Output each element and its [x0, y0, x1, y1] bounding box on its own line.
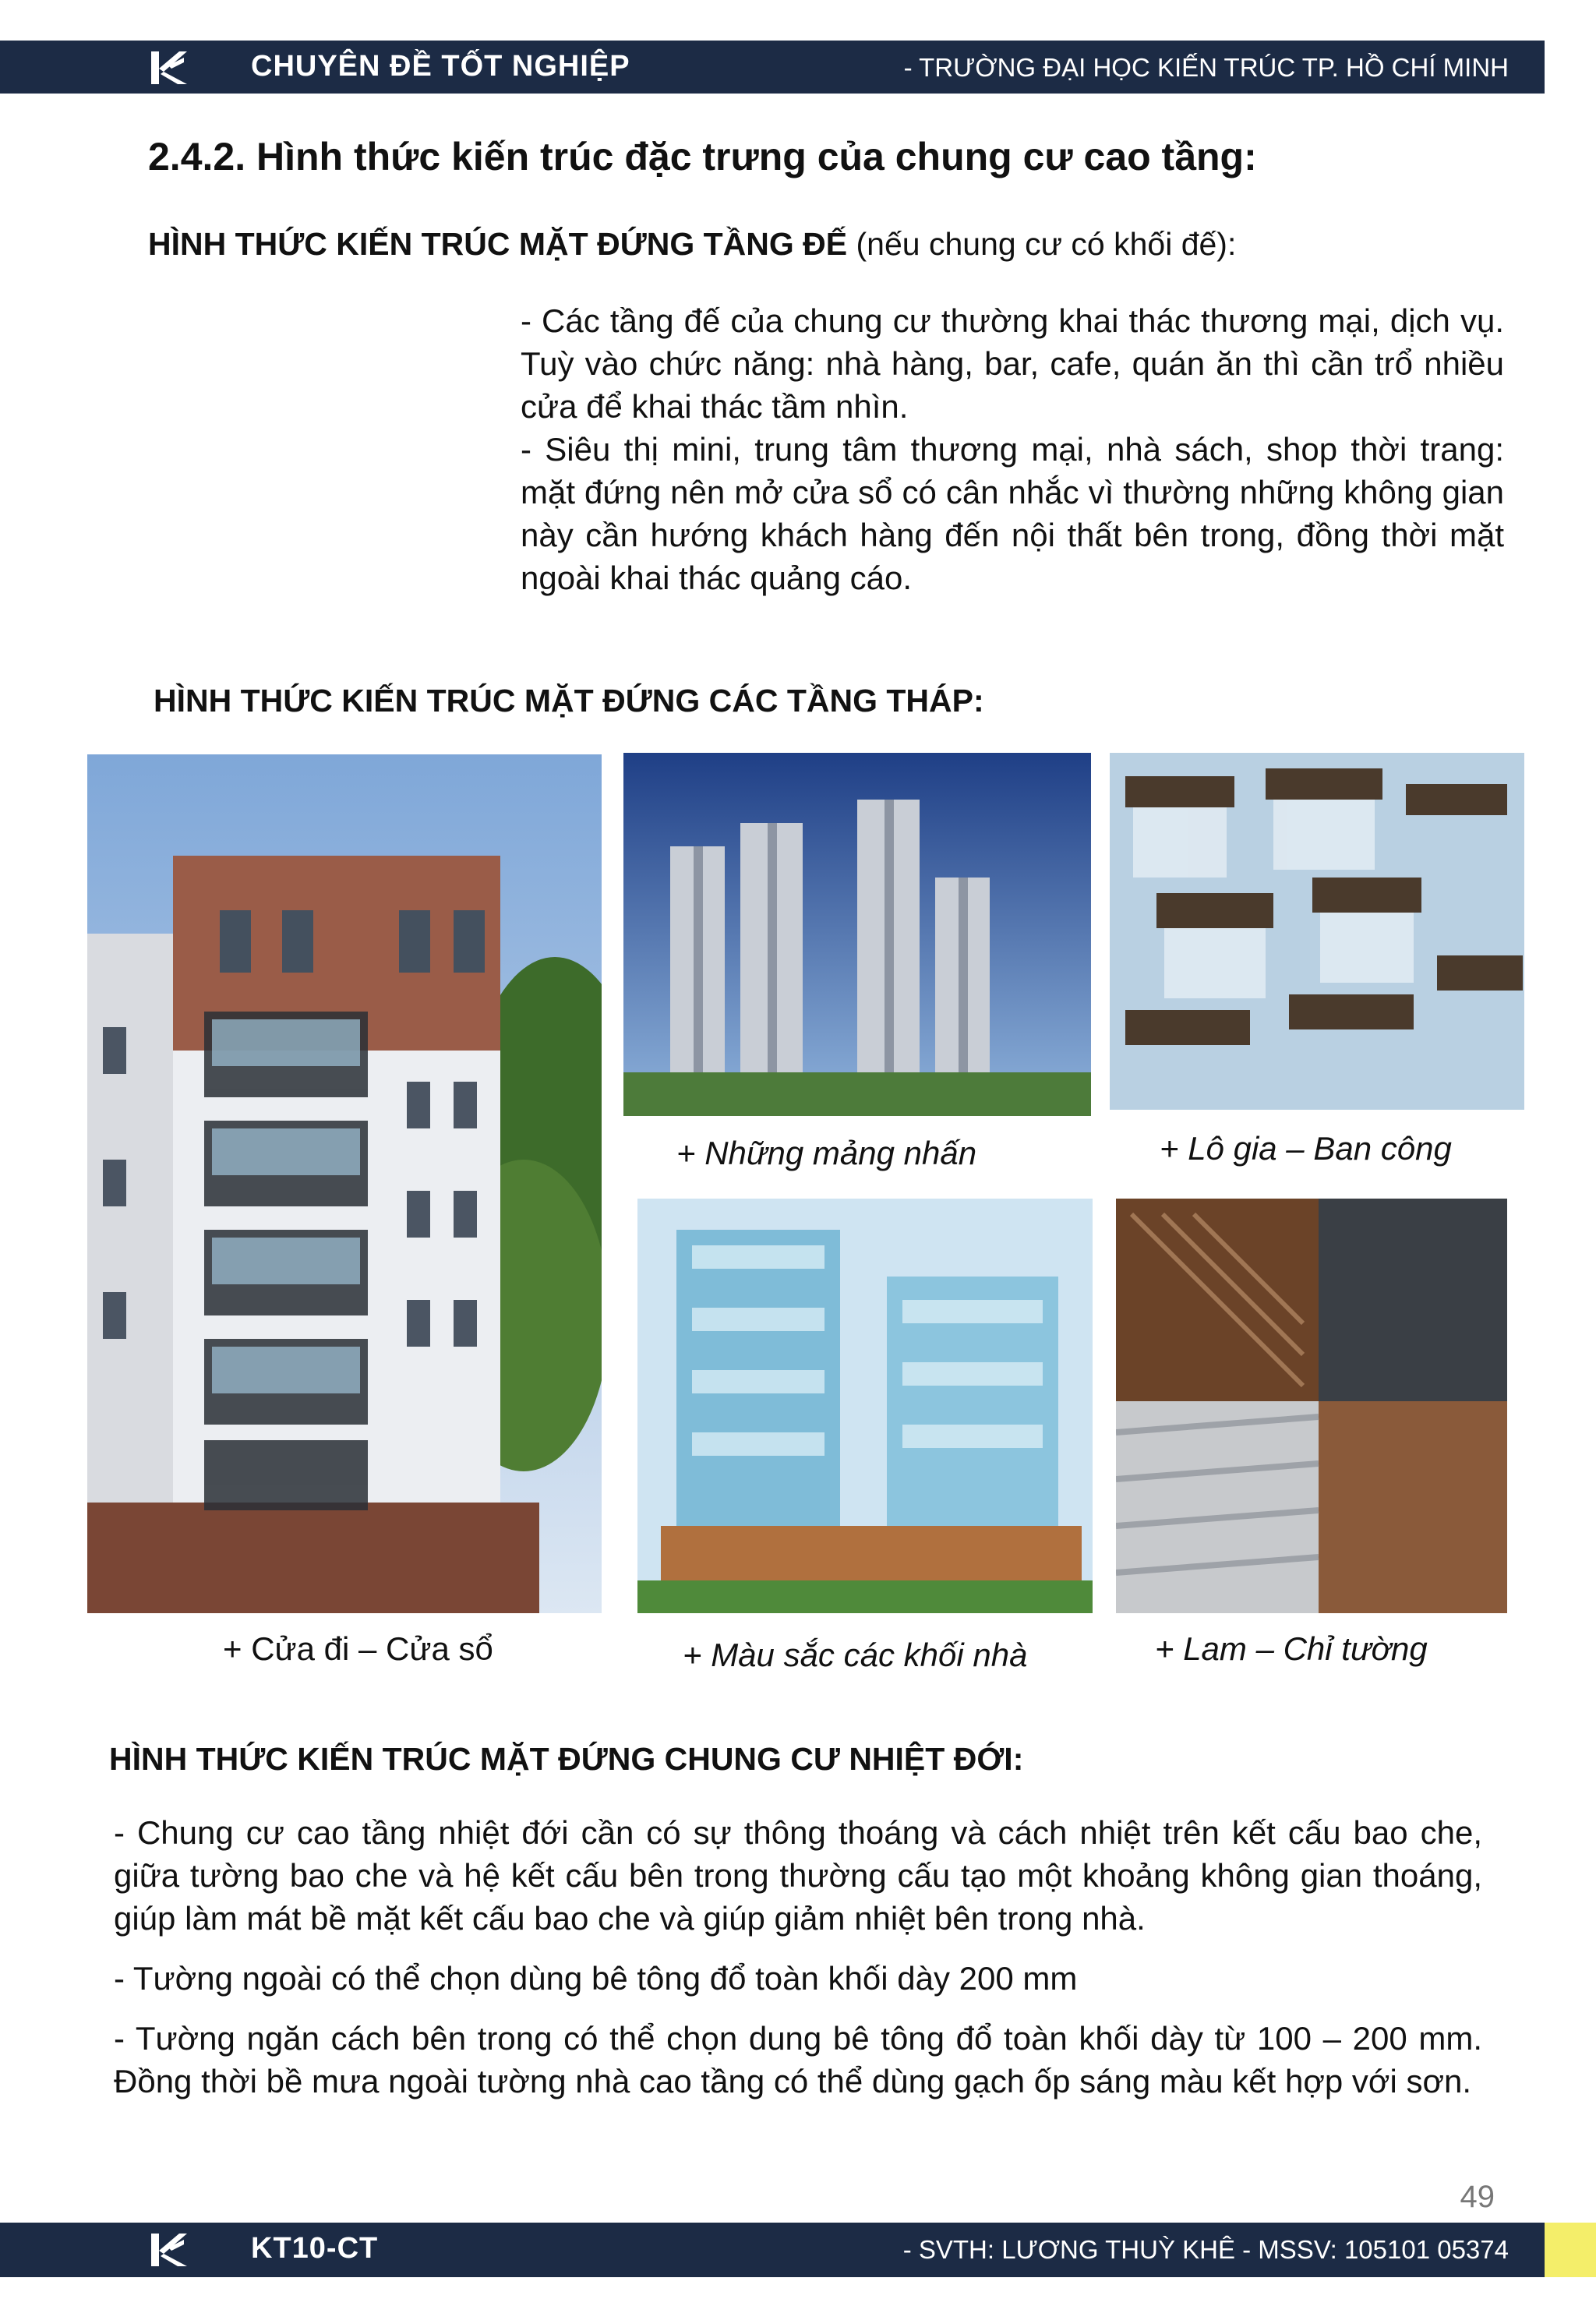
- podium-paragraph-1: - Các tầng đế của chung cư thường khai thác thương mại, dịch vụ. Tuỳ vào chức năng: nhà hàng, bar, cafe, quán ăn thì cần trổ nhiều cửa để khai thác tầm nhìn.: [521, 302, 1504, 425]
- school-logo-icon: [148, 48, 190, 87]
- podium-title: [148, 226, 1236, 263]
- photo-tower-accents: [623, 753, 1091, 1116]
- tropical-paragraph-3: - Tường ngăn cách bên trong có thể chọn dung bê tông đổ toàn khối dày từ 100 – 200 mm. Đồng thời bề mưa ngoài tường nhà cao tầng có thể dùng gạch ốp sáng màu kết hợp với sơn.: [114, 2020, 1482, 2099]
- podium-paragraphs: [521, 299, 1504, 599]
- footer-accent: [1545, 2223, 1596, 2277]
- header-title: CHUYÊN ĐỀ TỐT NGHIỆP: [251, 50, 630, 83]
- podium-title-text: HÌNH THỨC KIẾN TRÚC MẶT ĐỨNG TẦNG ĐẾ: [148, 226, 848, 262]
- header-school: - TRƯỜNG ĐẠI HỌC KIẾN TRÚC TP. HỒ CHÍ MINH: [903, 53, 1509, 82]
- podium-note: (nếu chung cư có khối đế):: [856, 226, 1237, 262]
- caption-louvers: + Lam – Chỉ tường: [1155, 1630, 1428, 1667]
- page-header: [0, 41, 1545, 94]
- tower-title: HÌNH THỨC KIẾN TRÚC MẶT ĐỨNG CÁC TẦNG THÁP:: [154, 683, 984, 719]
- tropical-paragraphs: [114, 1811, 1482, 2120]
- photo-louvers: [1116, 1199, 1507, 1613]
- tropical-title: HÌNH THỨC KIẾN TRÚC MẶT ĐỨNG CHUNG CƯ NHIỆT ĐỚI:: [109, 1741, 1024, 1777]
- tropical-paragraph-1: - Chung cư cao tầng nhiệt đới cần có sự thông thoáng và cách nhiệt trên kết cấu bao che, giữa tường bao che và hệ kết cấu bên trong thường cấu tạo một khoảng không gian thoáng, giúp làm mát bề mặt kết cấu bao che và giúp giảm nhiệt bên trong nhà.: [114, 1814, 1482, 1937]
- podium-paragraph-2: - Siêu thị mini, trung tâm thương mại, nhà sách, shop thời trang: mặt đứng nên mở cửa sổ có cân nhắc vì thường những không gian này cần hướng khách hàng đến nội thất bên trong, đồng thời mặt ngoài khai thác quảng cáo.: [521, 431, 1504, 596]
- photo-block-colors: [637, 1199, 1093, 1613]
- footer-code: KT10-CT: [251, 2232, 379, 2265]
- caption-windows: + Cửa đi – Cửa sổ: [223, 1630, 493, 1667]
- tropical-paragraph-2: - Tường ngoài có thể chọn dùng bê tông đổ toàn khối dày 200 mm: [114, 1960, 1078, 1997]
- photo-corner-building: [87, 754, 602, 1613]
- footer-student: - SVTH: LƯƠNG THUỲ KHÊ - MSSV: 105101 05374: [902, 2235, 1509, 2264]
- caption-balcony: + Lô gia – Ban công: [1160, 1130, 1452, 1167]
- page-footer: [0, 2223, 1545, 2277]
- school-logo-icon: [148, 2230, 190, 2269]
- caption-colors: + Màu sắc các khối nhà: [683, 1637, 1028, 1673]
- page-number: 49: [1460, 2180, 1495, 2214]
- photo-balconies: [1110, 753, 1524, 1110]
- caption-accents: + Những mảng nhấn: [676, 1135, 977, 1171]
- section-heading: 2.4.2. Hình thức kiến trúc đặc trưng của chung cư cao tầng:: [148, 135, 1257, 178]
